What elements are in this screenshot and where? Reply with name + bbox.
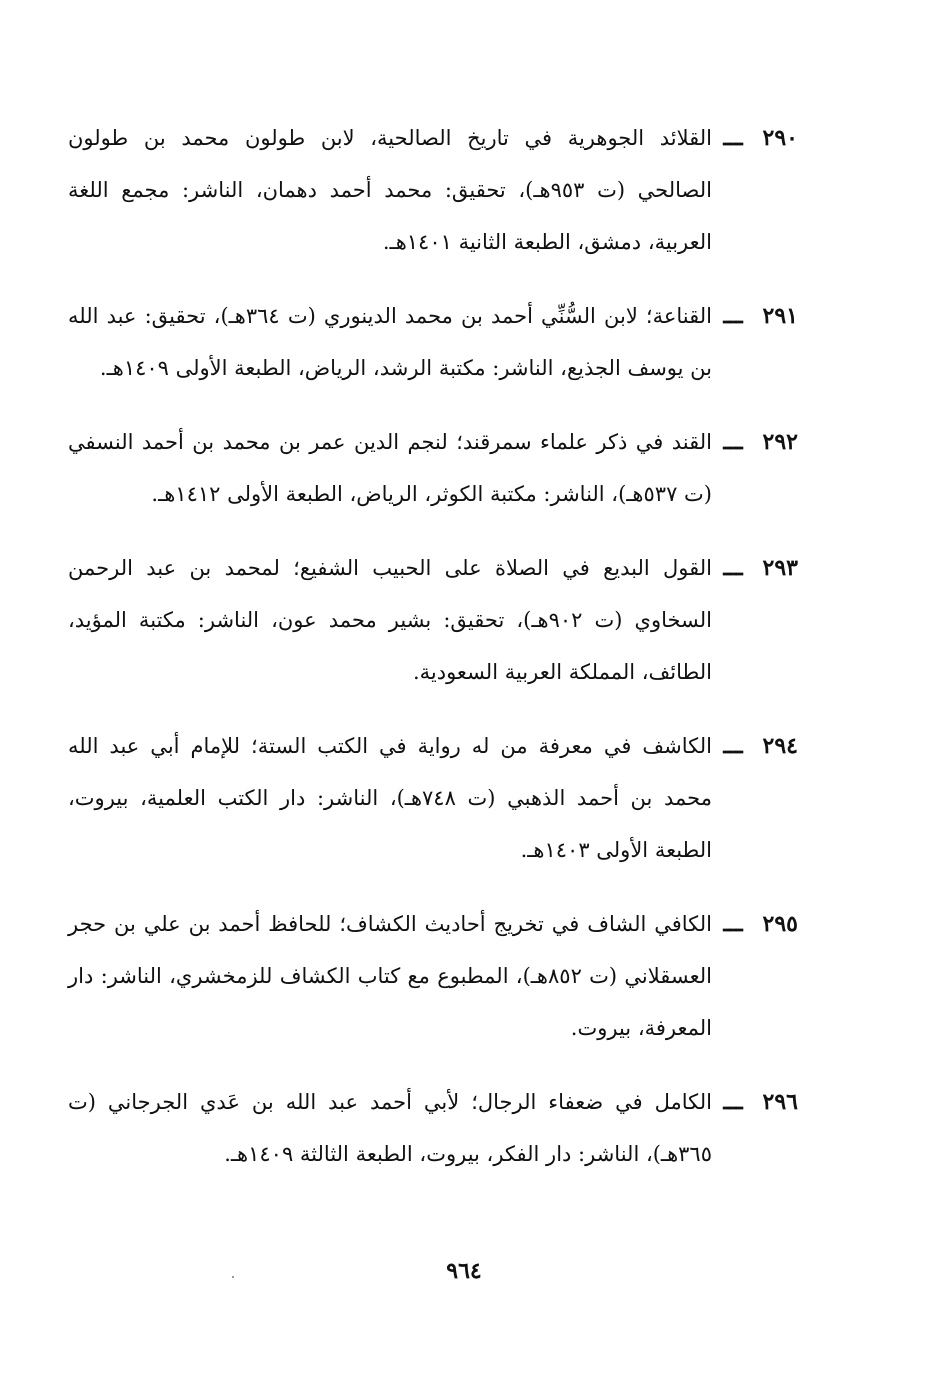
entry-number: ٢٩٥ [762, 911, 798, 937]
entry-dash: ـــ [723, 555, 743, 581]
bibliography-entry [68, 112, 798, 268]
entry-number: ٢٩٢ [762, 429, 798, 455]
bibliography-entry [68, 720, 798, 876]
entry-dash: ـــ [723, 1089, 743, 1115]
bibliography-entry [68, 290, 798, 394]
entry-dash: ـــ [723, 911, 743, 937]
entry-text: القول البديع في الصلاة على الحبيب الشفيع؛ لمحمد بن عبد الرحمن السخاوي (ت ٩٠٢هـ)، تحقيق: بشير محمد عون، الناشر: مكتبة المؤيد، الطائف، المملكة العربية السعودية. [68, 556, 713, 684]
page-number: ٩٦٤ [446, 1258, 482, 1284]
entry-dash: ـــ [723, 733, 743, 759]
bibliography-entry [68, 1076, 798, 1180]
entry-text: الكامل في ضعفاء الرجال؛ لأبي أحمد عبد الله بن عَدي الجرجاني (ت ٣٦٥هـ)، الناشر: دار الفكر، بيروت، الطبعة الثالثة ١٤٠٩هـ. [68, 1090, 712, 1166]
entry-dash: ـــ [723, 125, 743, 151]
bibliography-entry [68, 898, 798, 1054]
entry-text: القناعة؛ لابن السُّنِّي أحمد بن محمد الدينوري (ت ٣٦٤هـ)، تحقيق: عبد الله بن يوسف الجذيع، الناشر: مكتبة الرشد، الرياض، الطبعة الأولى ١٤٠٩هـ. [68, 304, 712, 380]
scan-speck [232, 1276, 234, 1278]
bibliography-entry [68, 416, 798, 520]
entry-text: الكافي الشاف في تخريج أحاديث الكشاف؛ للحافظ أحمد بن علي بن حجر العسقلاني (ت ٨٥٢هـ)، المطبوع مع كتاب الكشاف للزمخشري، الناشر: دار المعرفة، بيروت. [68, 912, 712, 1040]
entry-dash: ـــ [723, 429, 743, 455]
entry-text: الكاشف في معرفة من له رواية في الكتب الستة؛ للإمام أبي عبد الله محمد بن أحمد الذهبي (ت ٧٤٨هـ)، الناشر: دار الكتب العلمية، بيروت، الطبعة الأولى ١٤٠٣هـ. [68, 734, 712, 862]
entry-number: ٢٩٤ [762, 733, 798, 759]
entry-number: ٢٩١ [762, 303, 798, 329]
entry-number: ٢٩٣ [762, 555, 798, 581]
entry-text: القلائد الجوهرية في تاريخ الصالحية، لابن طولون محمد بن طولون الصالحي (ت ٩٥٣هـ)، تحقيق: محمد أحمد دهمان، الناشر: مجمع اللغة العربية، دمشق، الطبعة الثانية ١٤٠١هـ. [68, 126, 712, 254]
entry-number: ٢٩٦ [762, 1089, 798, 1115]
entry-text: القند في ذكر علماء سمرقند؛ لنجم الدين عمر بن محمد بن أحمد النسفي (ت ٥٣٧هـ)، الناشر: مكتبة الكوثر، الرياض، الطبعة الأولى ١٤١٢هـ. [68, 430, 712, 506]
entry-dash: ـــ [723, 303, 743, 329]
bibliography-entry [68, 542, 798, 698]
bibliography-list [68, 112, 798, 1202]
entry-number: ٢٩٠ [762, 125, 798, 151]
